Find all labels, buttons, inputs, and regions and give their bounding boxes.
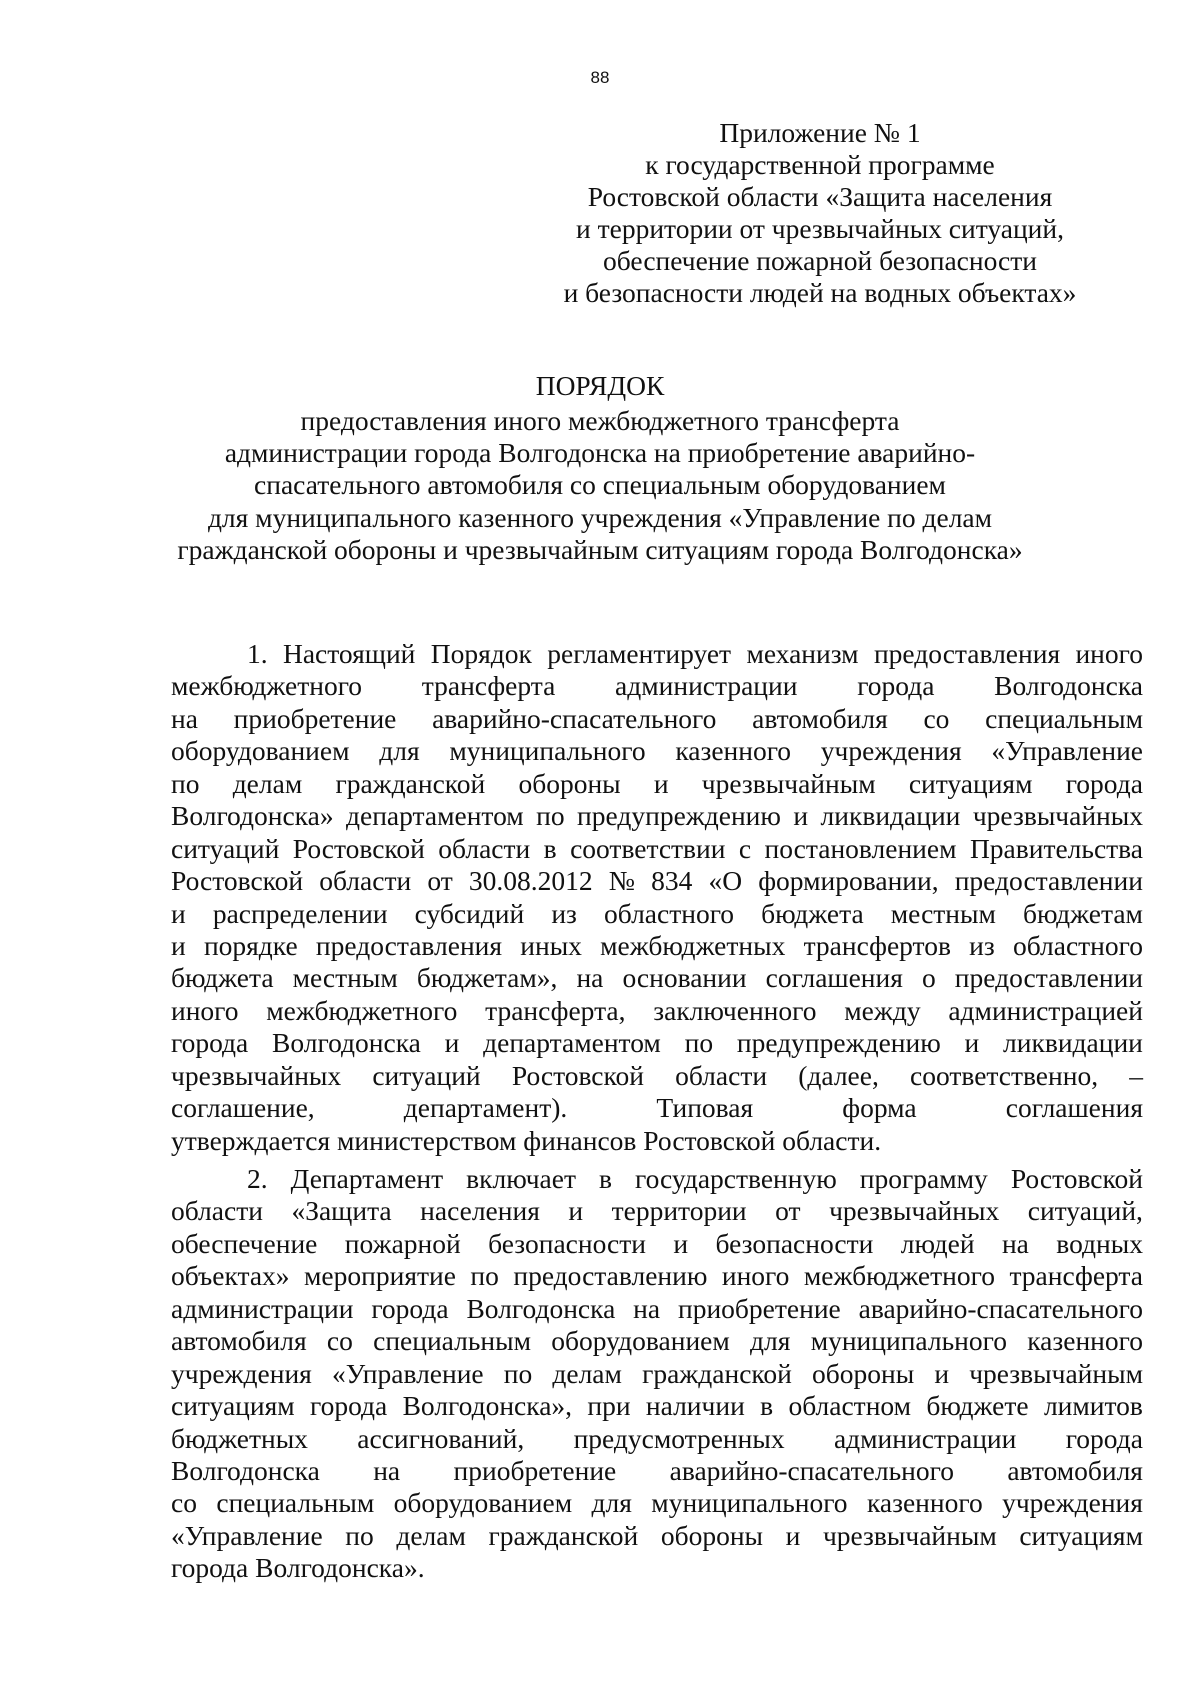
paragraph-line: [171, 1092, 1143, 1124]
word: от: [427, 865, 453, 897]
paragraph-line: [171, 833, 1143, 865]
word: формировании,: [758, 865, 939, 897]
word: по: [345, 1519, 374, 1551]
word: оборудованием: [551, 1325, 730, 1357]
word: оборудованием: [171, 735, 350, 767]
word: по: [503, 1357, 533, 1389]
word: ассигнований,: [357, 1422, 525, 1454]
word: «Управление: [991, 735, 1143, 767]
word: государственную: [634, 1163, 837, 1194]
word: бюджета: [171, 962, 274, 994]
word: специальным: [985, 702, 1143, 734]
word: муниципального: [449, 735, 646, 767]
word: порядке: [203, 929, 298, 961]
word: программу: [859, 1163, 988, 1194]
word: трансферта: [421, 670, 556, 702]
word: объектах»: [171, 1260, 290, 1292]
word: приобретение: [453, 1454, 617, 1486]
word: чрезвычайным: [822, 1519, 997, 1551]
appendix-line: Ростовской области «Защита населения: [587, 181, 1053, 212]
appendix-line: и безопасности людей на водных объектах»: [563, 277, 1077, 308]
word: по: [470, 1260, 499, 1292]
word: от: [775, 1195, 801, 1227]
word: города: [1065, 1422, 1143, 1454]
word: аварийно-спасательного: [858, 1292, 1143, 1324]
word: ликвидации: [820, 800, 961, 832]
word: города: [1065, 767, 1143, 799]
word: гражданской: [642, 1357, 792, 1389]
word: (далее,: [798, 1059, 879, 1091]
word: распределении: [212, 897, 388, 929]
word: администрацией: [948, 994, 1143, 1026]
paragraph-line: [171, 995, 1143, 1027]
word: 1.: [247, 638, 268, 669]
subtitle-line: администрации города Волгодонска на приобретение аварийно-: [224, 437, 976, 469]
word: «Защита: [291, 1195, 392, 1227]
word: на: [1001, 1227, 1029, 1259]
word: бюджете: [926, 1390, 1029, 1422]
word: пожарной: [344, 1227, 461, 1259]
word: и: [964, 1027, 980, 1059]
word: муниципального: [651, 1487, 848, 1519]
word: администрации: [171, 1292, 354, 1324]
word: Ростовской: [171, 865, 304, 897]
paragraph-2: [171, 1163, 1143, 1585]
word: бюджетам: [1023, 897, 1143, 929]
paragraph-line: [171, 768, 1143, 800]
paragraph-line: [171, 800, 1143, 832]
paragraph-line: [171, 865, 1143, 897]
word: ситуаций: [372, 1059, 481, 1091]
word: приобретение: [233, 702, 397, 734]
word: о: [921, 962, 936, 994]
word: иных: [520, 929, 582, 961]
appendix-heading: [540, 117, 1100, 309]
paragraph-line: [171, 962, 1143, 994]
word: постановлением: [764, 832, 957, 864]
word: соответственно,: [910, 1059, 1099, 1091]
word: областного: [1012, 929, 1143, 961]
word: и: [785, 1519, 801, 1551]
appendix-line: обеспечение пожарной безопасности: [603, 245, 1037, 276]
paragraph-line: [171, 1390, 1143, 1422]
word: специальным: [216, 1487, 375, 1519]
word: иного: [171, 994, 239, 1026]
word: основании: [622, 962, 747, 994]
word: учреждения: [1002, 1487, 1143, 1519]
word: области: [319, 865, 412, 897]
word: ситуациям: [1019, 1519, 1143, 1551]
word: населения: [420, 1195, 540, 1227]
paragraph-line: [171, 1195, 1143, 1227]
word: «О: [708, 865, 743, 897]
word: форма: [842, 1092, 917, 1124]
word: для: [750, 1325, 791, 1357]
word: делам: [552, 1357, 622, 1389]
word: межбюджетных: [600, 929, 786, 961]
word: Ростовской: [511, 1059, 644, 1091]
word: Волгодонска»,: [402, 1390, 573, 1422]
word: лимитов: [1043, 1390, 1143, 1422]
word: трансферта: [1009, 1260, 1143, 1292]
word: соглашения: [765, 962, 903, 994]
word: местным: [292, 962, 398, 994]
word: Типовая: [656, 1092, 754, 1124]
word: предупреждению: [577, 800, 781, 832]
word: и: [934, 1357, 950, 1389]
word: территории: [611, 1195, 747, 1227]
word: аварийно-спасательного: [432, 702, 717, 734]
word: иного: [721, 1260, 790, 1292]
word: автомобиля: [752, 702, 888, 734]
word: предоставлении: [954, 865, 1143, 897]
subtitle-line: гражданской обороны и чрезвычайным ситуациям города Волгодонска»: [177, 533, 1023, 565]
word: города: [857, 670, 935, 702]
paragraph-line: [171, 1060, 1143, 1092]
paragraph-line: [171, 930, 1143, 962]
page-number: 88: [590, 68, 610, 87]
subtitle-line: для муниципального казенного учреждения «Управление по делам: [207, 501, 993, 533]
word: и: [568, 1195, 584, 1227]
word: и: [653, 767, 669, 799]
word: соответствии: [570, 832, 726, 864]
paragraph-line: [171, 1520, 1143, 1552]
word: предоставления: [315, 929, 503, 961]
word: предоставлении: [954, 962, 1143, 994]
word: и: [793, 800, 809, 832]
paragraph-line: [171, 1260, 1143, 1292]
paragraph-line: утверждается министерством финансов Ростовской области.: [171, 1124, 882, 1156]
word: и: [171, 897, 186, 929]
word: гражданской: [488, 1519, 639, 1551]
paragraph-line: [171, 1487, 1143, 1519]
word: Волгодонска: [994, 670, 1143, 702]
word: и: [444, 1027, 460, 1059]
word: Волгодонска: [466, 1292, 616, 1324]
word: Волгодонска»: [171, 800, 334, 832]
word: на: [576, 962, 604, 994]
word: мероприятие: [304, 1260, 456, 1292]
word: при: [587, 1390, 631, 1422]
word: межбюджетного: [171, 670, 363, 702]
word: в: [543, 832, 557, 864]
subtitle-line: предоставления иного межбюджетного трансферта: [300, 405, 900, 436]
word: казенного: [675, 735, 792, 767]
paragraph-line: [171, 1163, 1143, 1195]
word: механизм: [746, 638, 859, 669]
word: делам: [232, 767, 303, 799]
word: и: [673, 1227, 689, 1259]
word: автомобиля: [1007, 1454, 1143, 1486]
word: заключенного: [653, 994, 817, 1026]
word: со: [923, 702, 950, 734]
word: оборудованием: [393, 1487, 573, 1519]
paragraph-line: города Волгодонска».: [171, 1552, 425, 1584]
word: по: [684, 1027, 714, 1059]
word: на: [633, 1292, 661, 1324]
word: ситуаций: [171, 832, 280, 864]
word: людей: [900, 1227, 975, 1259]
appendix-line: Приложение № 1: [719, 117, 921, 148]
word: аварийно-спасательного: [669, 1454, 954, 1486]
document-title: ПОРЯДОК: [535, 370, 665, 401]
word: администрации: [615, 670, 798, 702]
word: по: [536, 800, 565, 832]
word: администрации: [833, 1422, 1017, 1454]
word: межбюджетного: [803, 1260, 995, 1292]
paragraph-line: [171, 1293, 1143, 1325]
word: трансферта,: [485, 994, 626, 1026]
word: Правительства: [969, 832, 1143, 864]
word: по: [171, 767, 200, 799]
word: из: [969, 929, 995, 961]
word: соглашение,: [171, 1092, 315, 1124]
word: чрезвычайных: [829, 1195, 1000, 1227]
word: областного: [604, 897, 735, 929]
word: департаментом: [346, 800, 524, 832]
word: в: [598, 1163, 612, 1194]
word: трансфертов: [803, 929, 951, 961]
word: субсидий: [414, 897, 525, 929]
paragraph-1: [171, 638, 1143, 1157]
word: и: [171, 929, 186, 961]
word: иного: [1075, 638, 1143, 669]
word: для: [379, 735, 420, 767]
word: между: [844, 994, 921, 1026]
word: со: [171, 1487, 197, 1519]
word: местным: [890, 897, 996, 929]
word: муниципального: [810, 1325, 1007, 1357]
word: специальным: [373, 1325, 531, 1357]
word: включает: [466, 1163, 576, 1194]
word: бюджетных: [171, 1422, 308, 1454]
word: предоставления: [873, 638, 1061, 669]
word: делам: [396, 1519, 466, 1551]
word: «Управление: [331, 1357, 484, 1389]
word: наличии: [645, 1390, 745, 1422]
paragraph-line: [171, 1027, 1143, 1059]
word: водных: [1056, 1227, 1143, 1259]
word: чрезвычайным: [701, 767, 876, 799]
word: ситуациям: [171, 1390, 295, 1422]
word: области: [675, 1059, 768, 1091]
word: казенного: [1027, 1325, 1143, 1357]
word: предусмотренных: [573, 1422, 785, 1454]
word: ситуациям: [908, 767, 1033, 799]
word: города: [310, 1390, 388, 1422]
word: обороны: [518, 767, 621, 799]
word: обеспечение: [171, 1227, 318, 1259]
word: на: [373, 1454, 401, 1486]
word: –: [1129, 1059, 1143, 1091]
word: чрезвычайных: [171, 1059, 342, 1091]
word: областном: [788, 1390, 912, 1422]
appendix-line: и территории от чрезвычайных ситуаций,: [576, 213, 1064, 244]
word: предупреждению: [736, 1027, 941, 1059]
paragraph-line: [171, 638, 1143, 670]
word: для: [591, 1487, 632, 1519]
paragraph-line: [171, 1358, 1143, 1390]
word: автомобиля: [171, 1325, 307, 1357]
word: межбюджетного: [266, 994, 458, 1026]
word: приобретение: [678, 1292, 841, 1324]
word: департамент).: [403, 1092, 568, 1124]
word: Ростовской: [292, 832, 425, 864]
word: казенного: [866, 1487, 983, 1519]
word: «Управление: [171, 1519, 323, 1551]
word: №: [608, 865, 635, 897]
word: Ростовской: [1010, 1163, 1143, 1194]
paragraph-line: [171, 1228, 1143, 1260]
word: области: [171, 1195, 263, 1227]
paragraph-line: [171, 1325, 1143, 1357]
word: учреждения: [171, 1357, 312, 1389]
word: бюджетам»,: [416, 962, 558, 994]
document-subtitle: [100, 405, 1100, 566]
word: 834: [651, 865, 693, 897]
word: чрезвычайным: [969, 1357, 1143, 1389]
word: обороны: [660, 1519, 764, 1551]
word: со: [326, 1325, 353, 1357]
word: области: [438, 832, 531, 864]
word: соглашения: [1005, 1092, 1143, 1124]
word: бюджета: [761, 897, 864, 929]
word: предоставлению: [513, 1260, 708, 1292]
paragraph-line: [171, 735, 1143, 767]
paragraph-line: [171, 898, 1143, 930]
paragraph-line: [171, 670, 1143, 702]
word: 2.: [247, 1163, 268, 1194]
paragraph-line: [171, 1455, 1143, 1487]
word: ликвидации: [1003, 1027, 1143, 1059]
word: чрезвычайных: [972, 800, 1143, 832]
word: 30.08.2012: [468, 865, 593, 897]
word: города: [171, 1027, 249, 1059]
word: Волгодонска: [272, 1027, 421, 1059]
paragraph-line: [171, 1423, 1143, 1455]
subtitle-line: спасательного автомобиля со специальным оборудованием: [254, 469, 946, 501]
word: в: [760, 1390, 774, 1422]
word: гражданской: [335, 767, 486, 799]
word: учреждения: [820, 735, 962, 767]
paragraph-line: [171, 703, 1143, 735]
word: регламентирует: [547, 638, 732, 669]
word: Волгодонска: [171, 1454, 320, 1486]
word: департаментом: [483, 1027, 661, 1059]
appendix-line: к государственной программе: [645, 149, 995, 180]
word: обороны: [812, 1357, 915, 1389]
word: Настоящий: [282, 638, 416, 669]
word: безопасности: [488, 1227, 646, 1259]
word: ситуаций,: [1027, 1195, 1143, 1227]
word: Порядок: [430, 638, 532, 669]
word: Департамент: [290, 1163, 444, 1194]
word: безопасности: [715, 1227, 874, 1259]
word: с: [738, 832, 752, 864]
word: на: [171, 702, 198, 734]
word: из: [551, 897, 577, 929]
word: города: [371, 1292, 449, 1324]
